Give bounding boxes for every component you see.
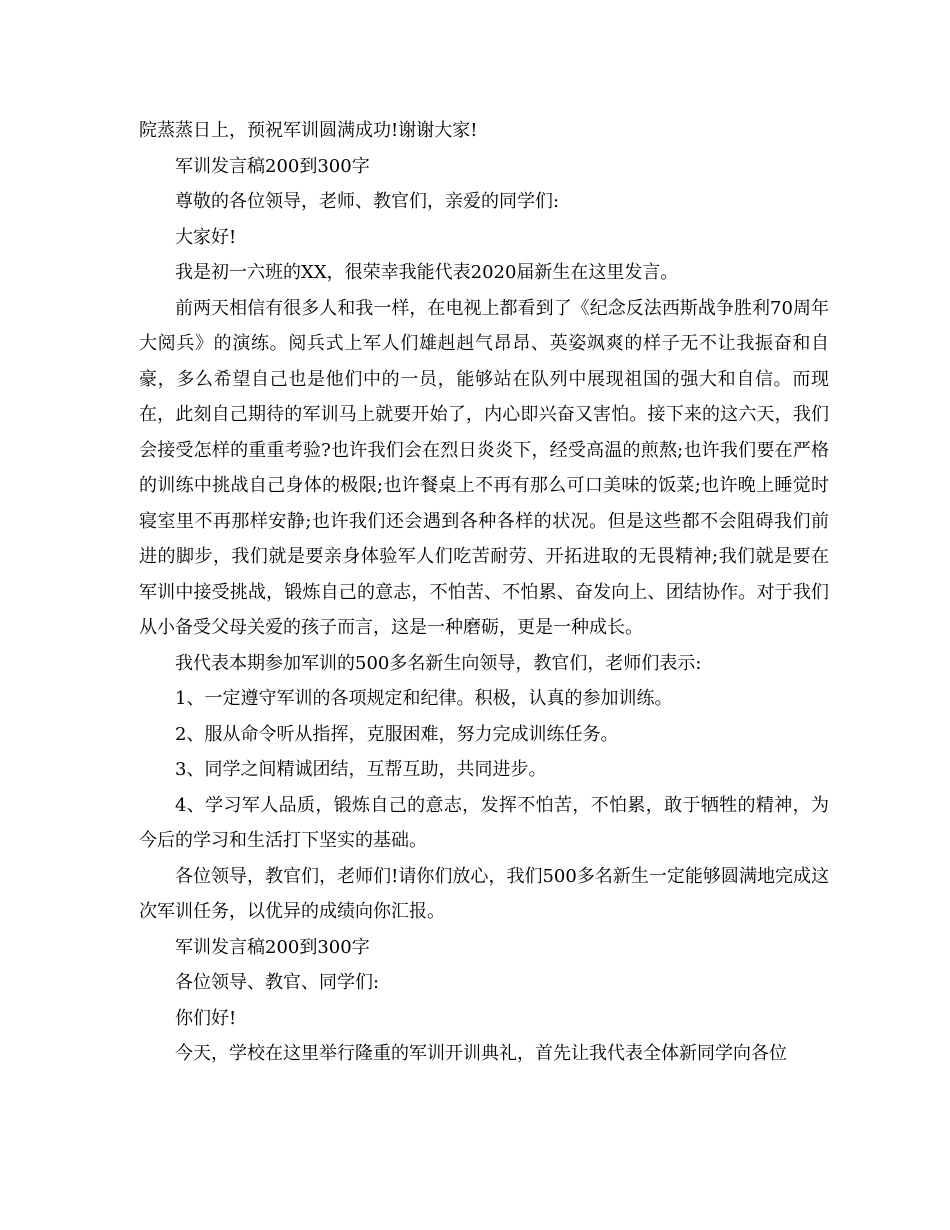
list-item: 2、服从命令听从指挥，克服困难，努力完成训练任务。 bbox=[175, 723, 619, 745]
paragraph: 今天，学校在这里举行隆重的军训开训典礼，首先让我代表全体新同学向各位 bbox=[175, 1043, 787, 1064]
greeting: 你们好! bbox=[175, 1007, 237, 1029]
list-item: 1、一定遵守军训的各项规定和纪律。积极，认真的参加训练。 bbox=[175, 688, 673, 709]
paragraph: 我代表本期参加军训的500多名新生向领导，教官们，老师们表示: bbox=[175, 652, 702, 674]
section-heading: 军训发言稿200到300字 bbox=[175, 155, 370, 177]
paragraph: 我是初一六班的XX，很荣幸我能代表2020届新生在这里发言。 bbox=[175, 262, 679, 283]
paragraph: 院蒸蒸日上，预祝军训圆满成功!谢谢大家! bbox=[139, 120, 478, 141]
list-item: 4、学习军人品质，锻炼自己的意志，发挥不怕苦，不怕累，敢于牺牲的精神，为今后的学习和生活打下坚实的基础。 bbox=[139, 794, 829, 851]
salutation: 尊敬的各位领导，老师、教官们，亲爱的同学们: bbox=[175, 191, 560, 212]
paragraph: 各位领导，教官们，老师们!请你们放心，我们500多名新生一定能够圆满地完成这次军训任务，以优异的成绩向你汇报。 bbox=[139, 865, 829, 922]
section-heading: 军训发言稿200到300字 bbox=[175, 936, 370, 958]
list-item: 3、同学之间精诚团结，互帮互助，共同进步。 bbox=[175, 759, 547, 780]
document-body bbox=[139, 113, 829, 1072]
paragraph: 前两天相信有很多人和我一样，在电视上都看到了《纪念反法西斯战争胜利70周年大阅兵》的演练。阅兵式上军人们雄赳赳气昂昂、英姿飒爽的样子无不让我振奋和自豪，多么希望自己也是他们中的一员，能够站在队列中展现祖国的强大和自信。而现在，此刻自己期待的军训马上就要开始了，内心即兴奋又害怕。接下来的这六天，我们会接受怎样的重重考验?也许我们会在烈日炎炎下，经受高温的煎熬;也许我们要在严格的训练中挑战自己身体的极限;也许餐桌上不再有那么可口美味的饭菜;也许晚上睡觉时寝室里不再那样安静;也许我们还会遇到各种各样的状况。但是这些都不会阻碍我们前进的脚步，我们就是要亲身体验军人们吃苦耐劳、开拓进取的无畏精神;我们就是要在军训中接受挑战，锻炼自己的意志，不怕苦、不怕累、奋发向上、团结协作。对于我们从小备受父母关爱的孩子而言，这是一种磨砺，更是一种成长。 bbox=[139, 297, 829, 638]
greeting: 大家好! bbox=[175, 226, 237, 248]
salutation: 各位领导、教官、同学们: bbox=[175, 972, 380, 993]
